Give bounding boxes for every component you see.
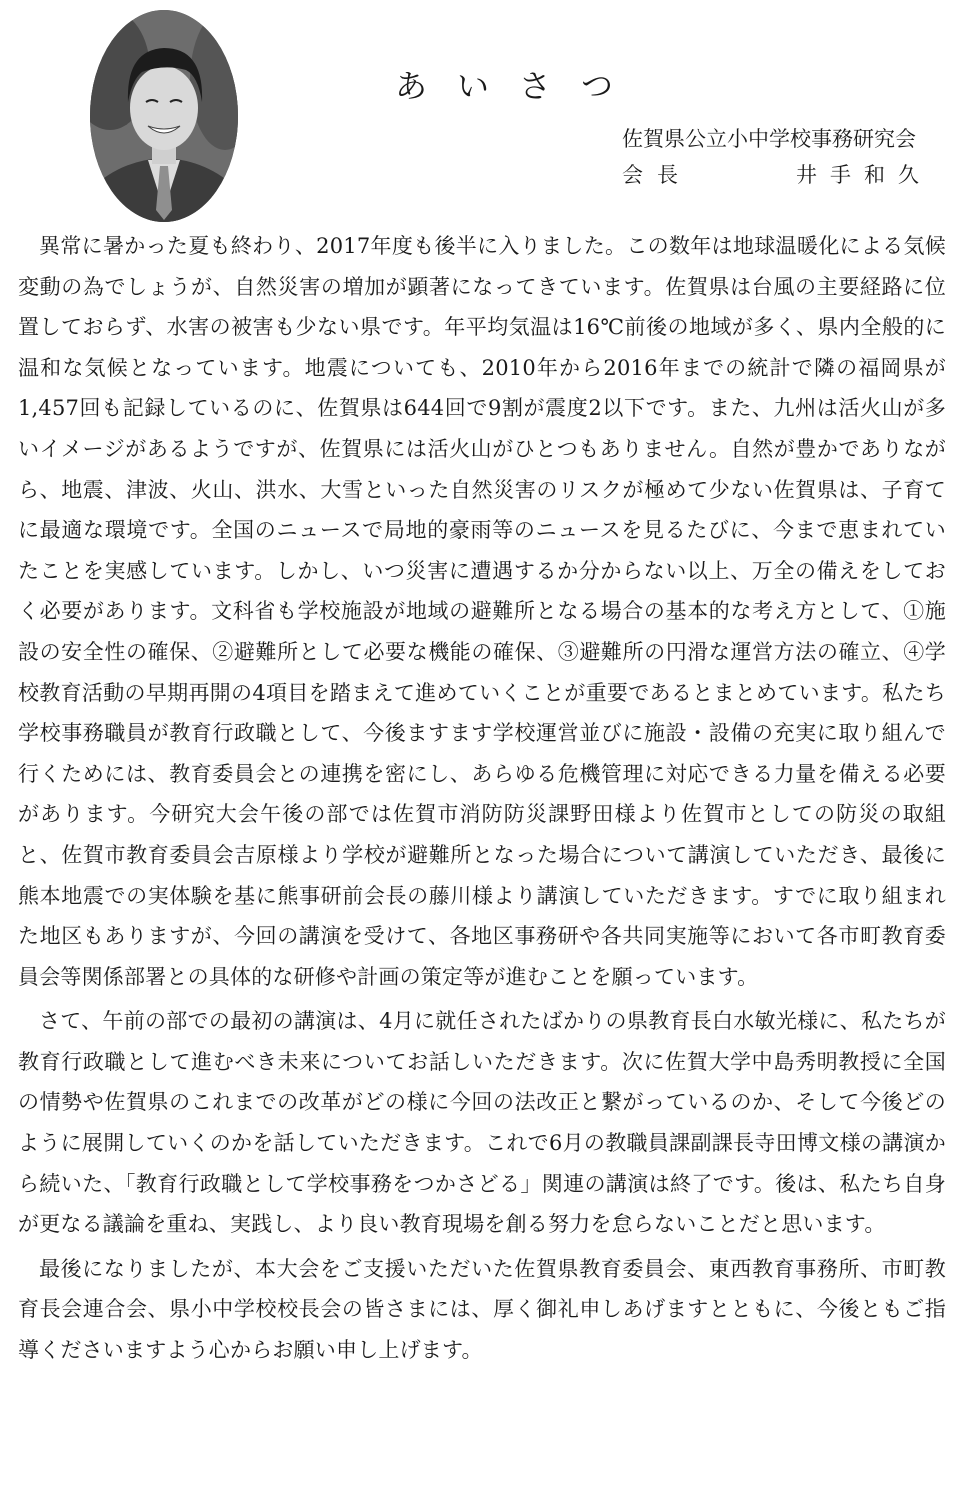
author-role: 会長 [622,163,692,187]
paragraph-1: 異常に暑かった夏も終わり、2017年度も後半に入りました。この数年は地球温暖化による気候変動の為でしょうが、自然災害の増加が顕著になってきています。佐賀県は台風の主要経路に位置しておらず、水害の被害も少ない県です。年平均気温は16℃前後の地域が多く、県内全般的に温和な気候となっています。地震についても、2010年から2016年までの統計で隣の福岡県が1,457回も記録しているのに、佐賀県は644回で9割が震度2以下です。また、九州は活火山が多いイメージがあるようですが、佐賀県には活火山がひとつもありません。自然が豊かでありながら、地震、津波、火山、洪水、大雪といった自然災害のリスクが極めて少ない佐賀県は、子育てに最適な環境です。全国のニュースで局地的豪雨等のニュースを見るたびに、今まで恵まれていたことを実感しています。しかし、いつ災害に遭遇するか分からない以上、万全の備えをしておく必要があります。文科省も学校施設が地域の避難所となる場合の基本的な考え方として、①施設の安全性の確保、②避難所として必要な機能の確保、③避難所の円滑な運営方法の確立、④学校教育活動の早期再開の4項目を踏まえて進めていくことが重要であるとまとめています。私たち学校事務職員が教育行政職として、今後ますます学校運営並びに施設・設備の充実に取り組んで行くためには、教育委員会との連携を密にし、あらゆる危機管理に対応できる力量を備える必要があります。今研究大会午後の部では佐賀市消防防災課野田様より佐賀市としての防災の取組と、佐賀市教育委員会吉原様より学校が避難所となった場合について講演していただき、最後に熊本地震での実体験を基に熊事研前会長の藤川様より講演していただきます。すでに取り組まれた地区もありますが、今回の講演を受けて、各地区事務研や各共同実施等において各市町教育委員会等関係部署との具体的な研修や計画の策定等が進むことを願っています。 [18,234,946,989]
paragraph-2: さて、午前の部での最初の講演は、4月に就任されたばかりの県教育長白水敏光様に、私たちが教育行政職として進むべき未来についてお話しいただきます。次に佐賀大学中島秀明教授に全国の情勢や佐賀県のこれまでの改革がどの様に今回の法改正と繋がっているのか、そして今後どのように展開していくのかを話していただきます。これで6月の教職員課副課長寺田博文様の講演から続いた、「教育行政職として学校事務をつかさどる」関連の講演は終了です。後は、私たち自身が更なる議論を重ね、実践し、より良い教育現場を創る努力を怠らないことだと思います。 [18,1009,946,1237]
greeting-body [18,226,946,1375]
page-title: あいさつ [395,67,644,105]
paragraph-3: 最後になりましたが、本大会をご支援いただいた佐賀県教育委員会、東西教育事務所、市町教育長会連合会、県小中学校校長会の皆さまには、厚く御礼申しあげますとともに、今後ともご指導くださいますよう心からお願い申し上げます。 [18,1256,946,1363]
author-name: 井手和久 [796,163,932,187]
author-portrait-photo [90,10,238,222]
organization-name: 佐賀県公立小中学校事務研究会 [622,127,916,151]
portrait-icon [90,10,238,222]
